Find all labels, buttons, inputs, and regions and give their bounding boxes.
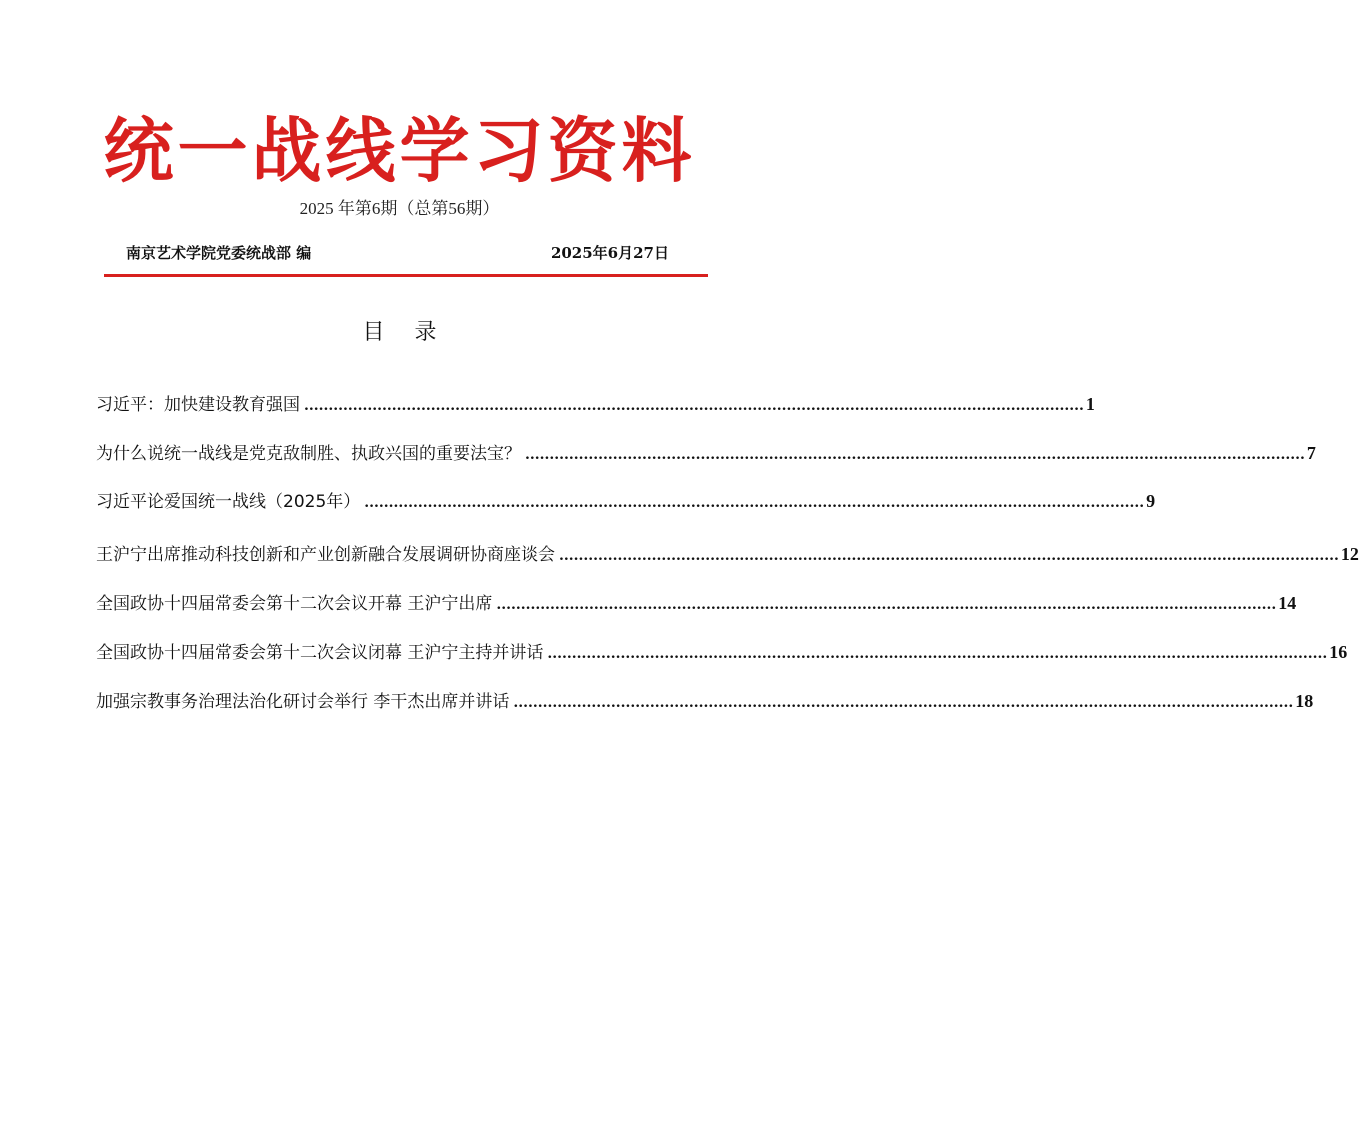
toc-entry[interactable] [96, 485, 1156, 517]
toc-entry[interactable] [96, 437, 1316, 469]
toc-entry-title: 习近平：加快建设教育强国 [96, 395, 300, 415]
header-divider [104, 274, 708, 277]
toc-entry-title: 王沪宁出席推动科技创新和产业创新融合发展调研协商座谈会 [96, 545, 555, 565]
toc-entry-page: 14 [1278, 593, 1297, 613]
toc-entry-page: 18 [1295, 691, 1314, 711]
toc-entry[interactable] [96, 388, 1095, 420]
toc-leader-dots [559, 540, 1339, 572]
toc-leader-dots [304, 390, 1084, 422]
toc-entry[interactable] [96, 636, 1348, 668]
toc-entry-page: 1 [1085, 394, 1095, 414]
toc-entry-title: 全国政协十四届常委会第十二次会议闭幕 王沪宁主持并讲话 [96, 643, 544, 663]
toc-entry[interactable] [96, 685, 1314, 717]
toc-entry-page: 7 [1306, 443, 1316, 463]
editor-credit: 南京艺术学院党委统战部 编 [126, 244, 312, 262]
table-of-contents [96, 388, 1359, 717]
toc-leader-dots [496, 589, 1276, 621]
toc-entry-page: 9 [1146, 491, 1156, 511]
toc-entry-page: 12 [1340, 544, 1359, 564]
toc-entry-title: 加强宗教事务治理法治化研讨会举行 李干杰出席并讲话 [96, 692, 510, 712]
toc-leader-dots [547, 638, 1327, 670]
toc-entry-title: 全国政协十四届常委会第十二次会议开幕 王沪宁出席 [96, 594, 493, 614]
masthead-title: 统一战线学习资料 [103, 109, 696, 192]
publication-date: 2025年6月27日 [550, 244, 669, 262]
toc-leader-dots [513, 687, 1293, 719]
toc-entry-title: 习近平论爱国统一战线（2025年） [96, 492, 361, 512]
toc-heading: 目录 [362, 320, 467, 345]
issue-number: 2025 年第6期（总第56期） [299, 199, 500, 218]
toc-leader-dots [525, 439, 1305, 471]
toc-entry[interactable] [96, 538, 1359, 570]
toc-entry[interactable] [96, 587, 1297, 619]
toc-entry-title: 为什么说统一战线是党克敌制胜、执政兴国的重要法宝？ [96, 444, 521, 464]
toc-leader-dots [364, 487, 1144, 519]
toc-entry-page: 16 [1329, 642, 1348, 662]
